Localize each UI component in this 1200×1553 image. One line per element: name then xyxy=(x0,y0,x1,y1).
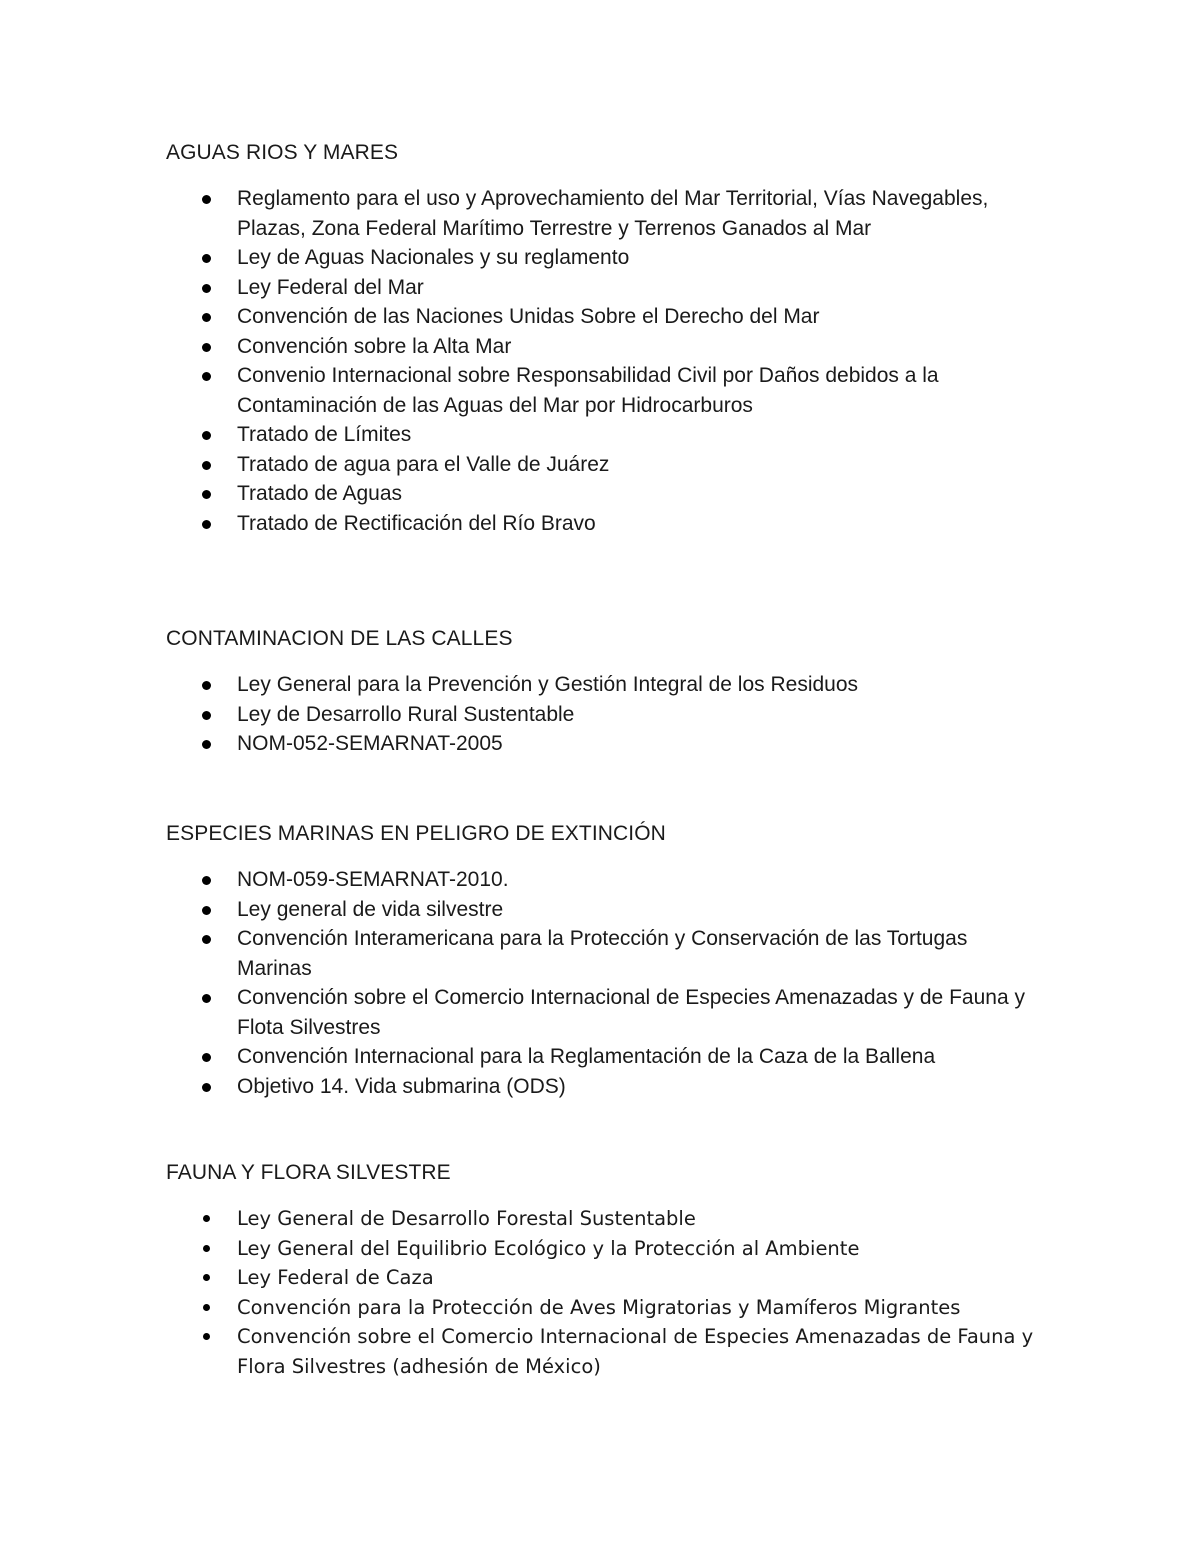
bullet-icon xyxy=(202,254,211,263)
list-item: Convenio Internacional sobre Responsabilidad Civil por Daños debidos a la Contaminación de las Aguas del Mar por Hidrocarburos xyxy=(166,361,1046,420)
bullet-icon xyxy=(202,994,211,1003)
list-item: Tratado de Aguas xyxy=(166,479,1046,509)
bullet-icon xyxy=(202,372,211,381)
bullet-icon xyxy=(202,876,211,885)
list-item: Convención de las Naciones Unidas Sobre el Derecho del Mar xyxy=(166,302,1046,332)
list-item: Convención sobre el Comercio Internacional de Especies Amenazadas de Fauna y Flora Silvestres (adhesión de México) xyxy=(166,1322,1046,1381)
bullet-icon xyxy=(202,431,211,440)
section-aguas-rios-mares xyxy=(166,138,1046,538)
bullet-icon xyxy=(202,935,211,944)
list-item: NOM-052-SEMARNAT-2005 xyxy=(166,729,1046,759)
bullet-list xyxy=(166,865,1046,1101)
list-item: Ley General de Desarrollo Forestal Sustentable xyxy=(166,1204,1046,1234)
list-item: Ley Federal de Caza xyxy=(166,1263,1046,1293)
list-item: Convención Interamericana para la Protección y Conservación de las Tortugas Marinas xyxy=(166,924,1046,983)
bullet-icon xyxy=(202,520,211,529)
section-especies-marinas xyxy=(166,819,1046,1101)
list-item: Convención sobre la Alta Mar xyxy=(166,332,1046,362)
list-item: Tratado de agua para el Valle de Juárez xyxy=(166,450,1046,480)
list-item: Objetivo 14. Vida submarina (ODS) xyxy=(166,1072,1046,1102)
section-fauna-flora xyxy=(166,1158,1046,1381)
bullet-icon xyxy=(203,1215,210,1222)
list-item: Convención Internacional para la Reglamentación de la Caza de la Ballena xyxy=(166,1042,1046,1072)
bullet-icon xyxy=(203,1274,210,1281)
bullet-icon xyxy=(202,906,211,915)
section-heading: CONTAMINACION DE LAS CALLES xyxy=(166,627,513,650)
section-heading: FAUNA Y FLORA SILVESTRE xyxy=(166,1161,451,1184)
list-item: Ley Federal del Mar xyxy=(166,273,1046,303)
bullet-list xyxy=(166,670,1046,759)
bullet-icon xyxy=(203,1245,210,1252)
bullet-icon xyxy=(202,740,211,749)
bullet-list xyxy=(166,184,1046,538)
list-item: Ley general de vida silvestre xyxy=(166,895,1046,925)
bullet-list xyxy=(166,1204,1046,1381)
bullet-icon xyxy=(202,461,211,470)
list-item: Tratado de Rectificación del Río Bravo xyxy=(166,509,1046,539)
list-item: Ley General para la Prevención y Gestión Integral de los Residuos xyxy=(166,670,1046,700)
list-item: Ley de Desarrollo Rural Sustentable xyxy=(166,700,1046,730)
bullet-icon xyxy=(202,313,211,322)
bullet-icon xyxy=(202,195,211,204)
bullet-icon xyxy=(202,490,211,499)
section-heading: AGUAS RIOS Y MARES xyxy=(166,141,399,164)
bullet-icon xyxy=(202,681,211,690)
list-item: Convención para la Protección de Aves Migratorias y Mamíferos Migrantes xyxy=(166,1293,1046,1323)
section-heading: ESPECIES MARINAS EN PELIGRO DE EXTINCIÓN xyxy=(166,822,666,845)
list-item: Tratado de Límites xyxy=(166,420,1046,450)
bullet-icon xyxy=(202,284,211,293)
bullet-icon xyxy=(203,1333,210,1340)
list-item: NOM-059-SEMARNAT-2010. xyxy=(166,865,1046,895)
bullet-icon xyxy=(203,1304,210,1311)
bullet-icon xyxy=(202,343,211,352)
bullet-icon xyxy=(202,1053,211,1062)
list-item: Ley de Aguas Nacionales y su reglamento xyxy=(166,243,1046,273)
list-item: Convención sobre el Comercio Internacional de Especies Amenazadas y de Fauna y Flota Silvestres xyxy=(166,983,1046,1042)
list-item: Ley General del Equilibrio Ecológico y la Protección al Ambiente xyxy=(166,1234,1046,1264)
list-item: Reglamento para el uso y Aprovechamiento del Mar Territorial, Vías Navegables, Plazas, Zona Federal Marítimo Terrestre y Terrenos Ganados al Mar xyxy=(166,184,1046,243)
bullet-icon xyxy=(202,711,211,720)
bullet-icon xyxy=(202,1083,211,1092)
section-contaminacion-calles xyxy=(166,624,1046,759)
